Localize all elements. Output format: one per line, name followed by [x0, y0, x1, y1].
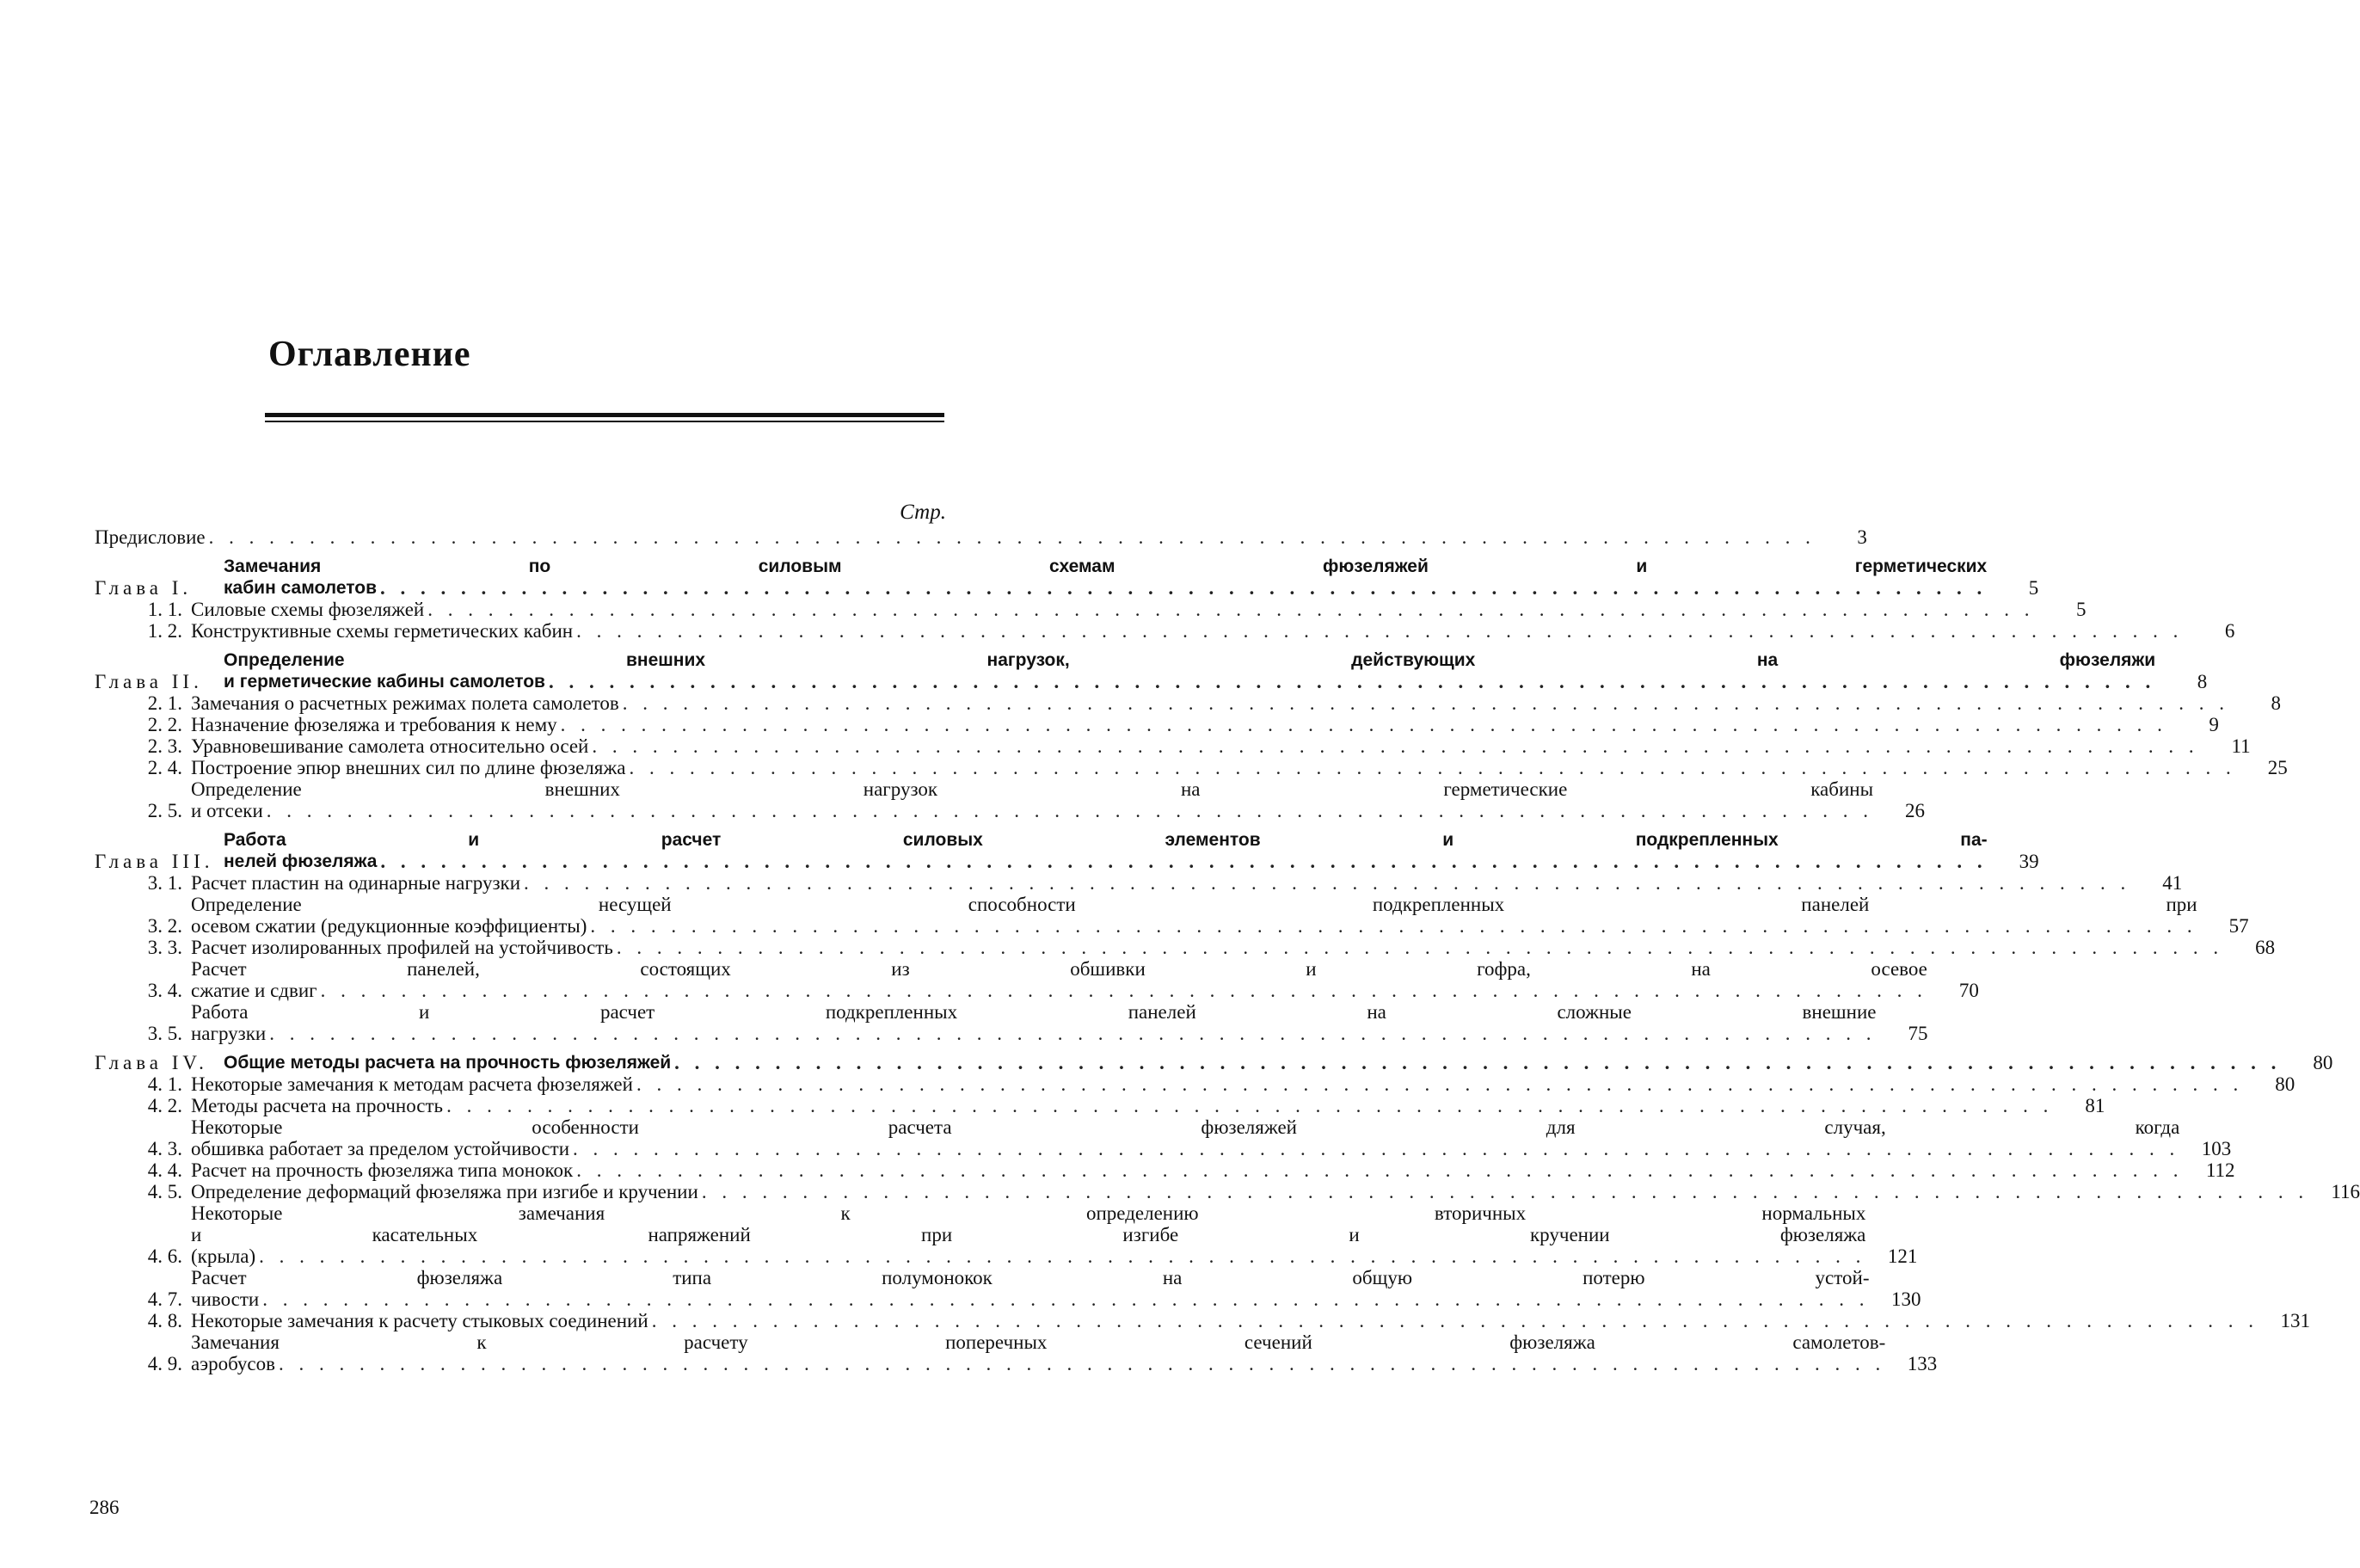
dot-leader: . . . . . . . . . . . . . . . . . . . . . . . . . . . . . . . . . . . . . . . . . . . . . . . . . . . . . . . . . . . . . . . . . . . . . . . . . . . . . . . . — [380, 851, 1988, 872]
toc-entry-number: 4. 3. — [147, 1138, 182, 1159]
toc-entry-title: Определение деформаций фюзеляжа при изгибе и кручении — [191, 1181, 698, 1202]
toc-entry — [95, 757, 2288, 778]
toc-entry-number: 3. 4. — [147, 980, 182, 1001]
toc-entry-title: и касательных напряжений при изгибе и кручении фюзеляжа — [191, 1224, 1866, 1245]
toc-page-number: 130 — [1890, 1288, 1921, 1310]
toc-entry-title: кабин самолетов — [224, 578, 377, 598]
toc-entry-title: Замечания о расчетных режимах полета самолетов — [191, 692, 619, 714]
toc-entry-number: 3. 2. — [147, 915, 182, 937]
toc-page-number: 8 — [2197, 671, 2208, 692]
toc-page-number: 103 — [2201, 1138, 2232, 1159]
toc-page-number: 112 — [2205, 1159, 2235, 1181]
dot-leader: . . . . . . . . . . . . . . . . . . . . . . . . . . . . . . . . . . . . . . . . . . . . . . . . . . . . . . . . . . . . . . . . . . . . . . . . . . . . . . . . — [576, 620, 2184, 642]
toc-entry-title: Расчет пластин на одинарные нагрузки — [191, 872, 521, 894]
toc-entry-title: Работа и расчет силовых элементов и подкрепленных па- — [224, 830, 1988, 850]
toc-entry — [95, 1267, 1921, 1310]
toc-entry — [95, 692, 2281, 714]
dot-leader: . . . . . . . . . . . . . . . . . . . . . . . . . . . . . . . . . . . . . . . . . . . . . . . . . . . . . . . . . . . . . . . . . . . . . . . . . . . . . . . . — [636, 1073, 2244, 1095]
toc-entry — [95, 1310, 2310, 1331]
toc-entry — [95, 778, 1926, 821]
toc-entry-title: и герметические кабины самолетов — [224, 672, 545, 692]
title-rule-thin — [265, 421, 944, 422]
toc-page-number: 41 — [2162, 872, 2183, 894]
toc-page-number: 81 — [2085, 1095, 2105, 1116]
toc-entry — [95, 714, 2219, 735]
dot-leader: . . . . . . . . . . . . . . . . . . . . . . . . . . . . . . . . . . . . . . . . . . . . . . . . . . . . . . . . . . . . . . . . . . . . . . . . . . . . . . . . — [573, 1138, 2180, 1159]
toc-entry-number: 2. 5. — [147, 800, 182, 821]
toc-chapter-entry — [95, 829, 2039, 872]
toc-page-number: 5 — [2028, 577, 2039, 599]
toc-entry-title: Расчет изолированных профилей на устойчивость — [191, 937, 613, 958]
toc-chapter-entry — [95, 1052, 2333, 1073]
toc-entry-number: Глава II. — [95, 671, 203, 692]
toc-entry-title: Назначение фюзеляжа и требования к нему — [191, 714, 557, 735]
toc-entry-number: 2. 1. — [147, 692, 182, 714]
toc-entry-title: Расчет панелей, состоящих из обшивки и гофра, на осевое — [191, 958, 1927, 980]
toc-page-number: 6 — [2224, 620, 2235, 642]
dot-leader: . . . . . . . . . . . . . . . . . . . . . . . . . . . . . . . . . . . . . . . . . . . . . . . . . . . . . . . . . . . . . . . . . . . . . . . . . . . . . . . . — [266, 800, 1874, 821]
toc-page-number: 80 — [2275, 1073, 2295, 1095]
dot-leader: . . . . . . . . . . . . . . . . . . . . . . . . . . . . . . . . . . . . . . . . . . . . . . . . . . . . . . . . . . . . . . . . . . . . . . . . . . . . . . . . — [446, 1095, 2054, 1116]
toc-entry-title: нагрузки — [191, 1023, 267, 1044]
toc-page-number: 25 — [2267, 757, 2288, 778]
toc-page-number: 26 — [1905, 800, 1926, 821]
dot-leader: . . . . . . . . . . . . . . . . . . . . . . . . . . . . . . . . . . . . . . . . . . . . . . . . . . . . . . . . . . . . . . . . . . . . . . . . . . . . . . . . — [208, 526, 1816, 548]
page-number: 286 — [89, 1497, 120, 1518]
toc-entry-number: 3. 1. — [147, 872, 182, 894]
toc-entry-title: Расчет фюзеляжа типа полумонокок на общую потерю устой- — [191, 1267, 1870, 1288]
dot-leader: . . . . . . . . . . . . . . . . . . . . . . . . . . . . . . . . . . . . . . . . . . . . . . . . . . . . . . . . . . . . . . . . . . . . . . . . . . . . . . . . — [524, 872, 2131, 894]
toc-entry-number: 4. 5. — [147, 1181, 182, 1202]
toc-entry-number: 2. 4. — [147, 757, 182, 778]
toc-entry-number: 3. 3. — [147, 937, 182, 958]
toc-entry-title: Замечания к расчету поперечных сечений фюзеляжа самолетов- — [191, 1331, 1886, 1353]
toc-entry-title: Методы расчета на прочность — [191, 1095, 444, 1116]
dot-leader: . . . . . . . . . . . . . . . . . . . . . . . . . . . . . . . . . . . . . . . . . . . . . . . . . . . . . . . . . . . . . . . . . . . . . . . . . . . . . . . . — [320, 980, 1927, 1001]
toc-page-number: 3 — [1857, 526, 1867, 548]
toc-entry-title: (крыла) — [191, 1245, 256, 1267]
toc-entry-title: сжатие и сдвиг — [191, 980, 317, 1001]
dot-leader: . . . . . . . . . . . . . . . . . . . . . . . . . . . . . . . . . . . . . . . . . . . . . . . . . . . . . . . . . . . . . . . . . . . . . . . . . . . . . . . . — [560, 714, 2167, 735]
toc-entry-title: Расчет на прочность фюзеляжа типа монокок — [191, 1159, 574, 1181]
toc-entry — [95, 1202, 1918, 1267]
toc-page-number: 133 — [1907, 1353, 1938, 1374]
toc-entry-number: 2. 2. — [147, 714, 182, 735]
toc-entry-title: Замечания по силовым схемам фюзеляжей и герметических — [224, 556, 1988, 576]
toc-entry-title: и отсеки — [191, 800, 263, 821]
toc-entry-number: 1. 2. — [147, 620, 182, 642]
toc-entry-title: Общие методы расчета на прочность фюзеляжей — [224, 1053, 672, 1073]
toc-chapter-entry — [95, 556, 2039, 599]
page-column-header: Стр. — [900, 501, 946, 524]
toc-entry-title: Некоторые замечания к определению вторичных нормальных — [191, 1202, 1866, 1224]
dot-leader: . . . . . . . . . . . . . . . . . . . . . . . . . . . . . . . . . . . . . . . . . . . . . . . . . . . . . . . . . . . . . . . . . . . . . . . . . . . . . . . . — [262, 1288, 1870, 1310]
dot-leader: . . . . . . . . . . . . . . . . . . . . . . . . . . . . . . . . . . . . . . . . . . . . . . . . . . . . . . . . . . . . . . . . . . . . . . . . . . . . . . . . — [651, 1310, 2259, 1331]
toc-entry-number: 4. 8. — [147, 1310, 182, 1331]
toc-entry — [95, 894, 2249, 937]
dot-leader: . . . . . . . . . . . . . . . . . . . . . . . . . . . . . . . . . . . . . . . . . . . . . . . . . . . . . . . . . . . . . . . . . . . . . . . . . . . . . . . . — [269, 1023, 1877, 1044]
toc-entry — [95, 620, 2235, 642]
toc-page-number: 70 — [1958, 980, 1979, 1001]
dot-leader: . . . . . . . . . . . . . . . . . . . . . . . . . . . . . . . . . . . . . . . . . . . . . . . . . . . . . . . . . . . . . . . . . . . . . . . . . . . . . . . . — [701, 1181, 2309, 1202]
toc-entry — [95, 1073, 2295, 1095]
toc-entry-title: аэробусов — [191, 1353, 275, 1374]
toc-page-number: 80 — [2313, 1052, 2333, 1073]
toc-entry-title: Некоторые особенности расчета фюзеляжей для случая, когда — [191, 1116, 2180, 1138]
toc-entry-title: Конструктивные схемы герметических кабин — [191, 620, 574, 642]
toc-entry — [95, 1116, 2232, 1159]
dot-leader: . . . . . . . . . . . . . . . . . . . . . . . . . . . . . . . . . . . . . . . . . . . . . . . . . . . . . . . . . . . . . . . . . . . . . . . . . . . . . . . . — [590, 915, 2197, 937]
page-title: Оглавление — [268, 335, 471, 374]
toc-entry-number: 4. 7. — [147, 1288, 182, 1310]
dot-leader: . . . . . . . . . . . . . . . . . . . . . . . . . . . . . . . . . . . . . . . . . . . . . . . . . . . . . . . . . . . . . . . . . . . . . . . . . . . . . . . . — [629, 757, 2236, 778]
toc-entry-number: Глава I. — [95, 577, 193, 599]
toc-entry-title: Некоторые замечания к расчету стыковых соединений — [191, 1310, 648, 1331]
toc-entry-title: нелей фюзеляжа — [224, 852, 378, 871]
toc-entry-title: Предисловие — [95, 526, 206, 548]
toc-page-number: 75 — [1908, 1023, 1928, 1044]
toc-entry-title: осевом сжатии (редукционные коэффициенты) — [191, 915, 587, 937]
toc-entry — [95, 526, 1867, 548]
toc-entry-title: Построение эпюр внешних сил по длине фюзеляжа — [191, 757, 626, 778]
dot-leader: . . . . . . . . . . . . . . . . . . . . . . . . . . . . . . . . . . . . . . . . . . . . . . . . . . . . . . . . . . . . . . . . . . . . . . . . . . . . . . . . — [259, 1245, 1866, 1267]
toc-entry-title: Определение несущей способности подкрепленных панелей при — [191, 894, 2197, 915]
toc-entry-number: 4. 9. — [147, 1353, 182, 1374]
toc-entry-number: 3. 5. — [147, 1023, 182, 1044]
dot-leader: . . . . . . . . . . . . . . . . . . . . . . . . . . . . . . . . . . . . . . . . . . . . . . . . . . . . . . . . . . . . . . . . . . . . . . . . . . . . . . . . — [427, 599, 2035, 620]
toc-entry — [95, 958, 1979, 1001]
toc-page-number: 8 — [2271, 692, 2281, 714]
table-of-contents — [95, 499, 2360, 1374]
toc-entry — [95, 1331, 1938, 1374]
toc-entry-number: 4. 2. — [147, 1095, 182, 1116]
toc-entry-title: Силовые схемы фюзеляжей — [191, 599, 425, 620]
toc-chapter-entry — [95, 649, 2208, 692]
toc-page-number: 57 — [2228, 915, 2249, 937]
toc-page-number: 39 — [2019, 851, 2039, 872]
toc-entry-number: 2. 3. — [147, 735, 182, 757]
toc-entry — [95, 872, 2183, 894]
toc-entry-number: 4. 6. — [147, 1245, 182, 1267]
dot-leader: . . . . . . . . . . . . . . . . . . . . . . . . . . . . . . . . . . . . . . . . . . . . . . . . . . . . . . . . . . . . . . . . . . . . . . . . . . . . . . . . — [674, 1052, 2282, 1073]
toc-entry-number: Глава IV. — [95, 1052, 208, 1073]
toc-entry — [95, 599, 2087, 620]
toc-page-number: 9 — [2209, 714, 2219, 735]
toc-entry-title: обшивка работает за пределом устойчивости — [191, 1138, 570, 1159]
dot-leader: . . . . . . . . . . . . . . . . . . . . . . . . . . . . . . . . . . . . . . . . . . . . . . . . . . . . . . . . . . . . . . . . . . . . . . . . . . . . . . . . — [379, 577, 1988, 599]
title-rule-thick — [265, 413, 944, 417]
toc-entry-title: Некоторые замечания к методам расчета фюзеляжей — [191, 1073, 633, 1095]
toc-page-number: 116 — [2331, 1181, 2360, 1202]
dot-leader: . . . . . . . . . . . . . . . . . . . . . . . . . . . . . . . . . . . . . . . . . . . . . . . . . . . . . . . . . . . . . . . . . . . . . . . . . . . . . . . . — [576, 1159, 2184, 1181]
toc-entry-title: Определение внешних нагрузок, действующих на фюзеляжи — [224, 650, 2156, 670]
dot-leader: . . . . . . . . . . . . . . . . . . . . . . . . . . . . . . . . . . . . . . . . . . . . . . . . . . . . . . . . . . . . . . . . . . . . . . . . . . . . . . . . — [622, 692, 2229, 714]
toc-page-number: 5 — [2076, 599, 2087, 620]
toc-entry-number: 1. 1. — [147, 599, 182, 620]
toc-entry-number: 4. 4. — [147, 1159, 182, 1181]
toc-page-number: 11 — [2231, 735, 2251, 757]
toc-entry — [95, 937, 2276, 958]
dot-leader: . . . . . . . . . . . . . . . . . . . . . . . . . . . . . . . . . . . . . . . . . . . . . . . . . . . . . . . . . . . . . . . . . . . . . . . . . . . . . . . . — [616, 937, 2224, 958]
toc-entry-title: Определение внешних нагрузок на герметические кабины — [191, 778, 1874, 800]
toc-entry — [95, 1095, 2105, 1116]
toc-entry — [95, 1001, 1928, 1044]
dot-leader: . . . . . . . . . . . . . . . . . . . . . . . . . . . . . . . . . . . . . . . . . . . . . . . . . . . . . . . . . . . . . . . . . . . . . . . . . . . . . . . . — [278, 1353, 1886, 1374]
toc-entry — [95, 1159, 2235, 1181]
toc-page-number: 68 — [2255, 937, 2276, 958]
toc-entry — [95, 1181, 2360, 1202]
toc-entry-title: чивости — [191, 1288, 260, 1310]
toc-entry-number: 4. 1. — [147, 1073, 182, 1095]
toc-entry-title: Уравновешивание самолета относительно осей — [191, 735, 589, 757]
toc-entry — [95, 735, 2251, 757]
dot-leader: . . . . . . . . . . . . . . . . . . . . . . . . . . . . . . . . . . . . . . . . . . . . . . . . . . . . . . . . . . . . . . . . . . . . . . . . . . . . . . . . — [592, 735, 2199, 757]
dot-leader: . . . . . . . . . . . . . . . . . . . . . . . . . . . . . . . . . . . . . . . . . . . . . . . . . . . . . . . . . . . . . . . . . . . . . . . . . . . . . . . . — [548, 671, 2156, 692]
toc-entry-number: Глава III. — [95, 851, 214, 872]
toc-page-number: 121 — [1887, 1245, 1918, 1267]
toc-entry-title: Работа и расчет подкрепленных панелей на сложные внешние — [191, 1001, 1877, 1023]
toc-page-number: 131 — [2280, 1310, 2310, 1331]
